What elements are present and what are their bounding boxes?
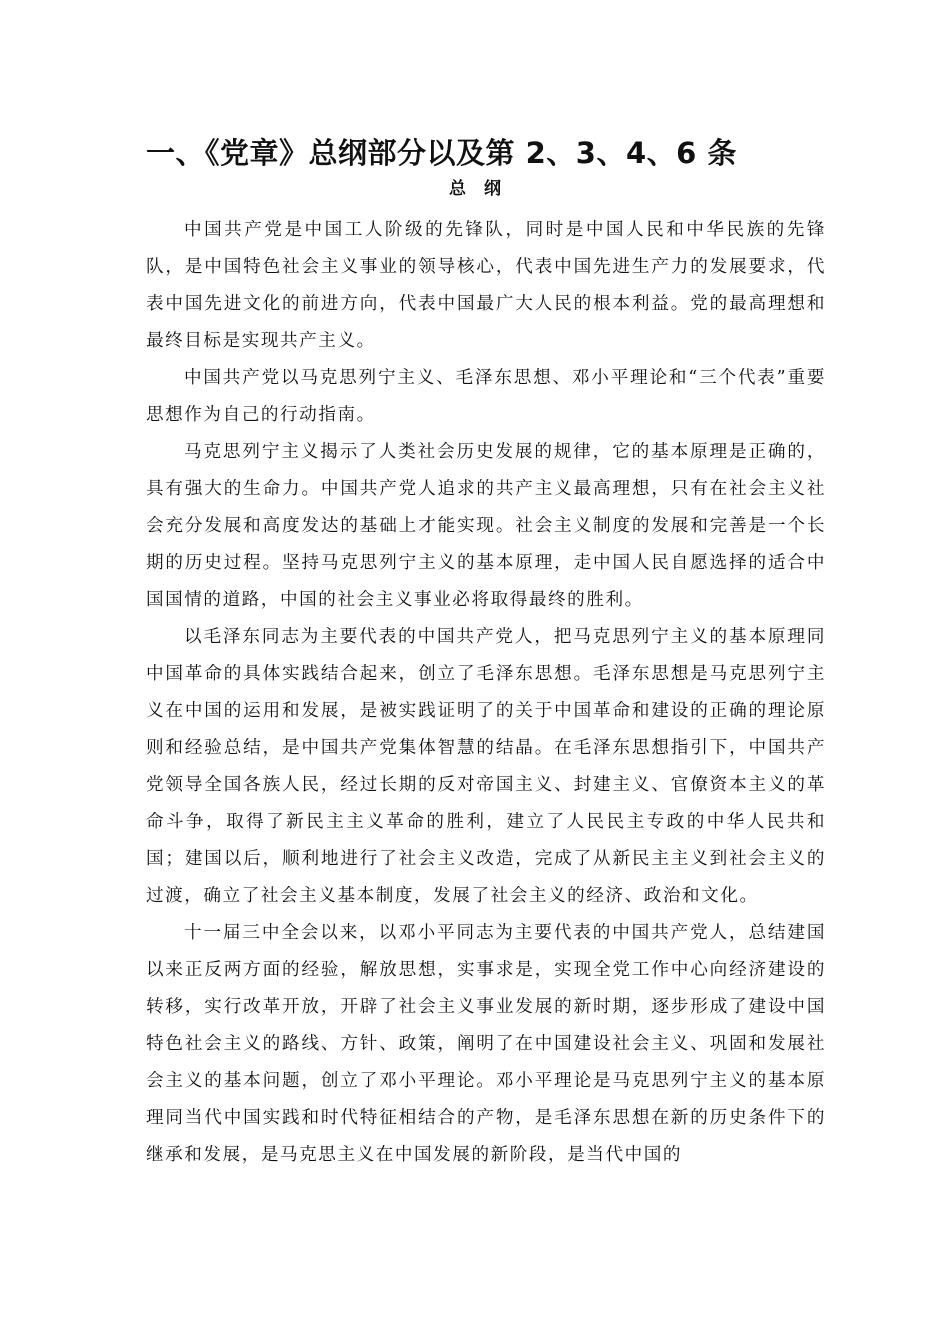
- document-heading: 一、《党章》总纲部分以及第 2、3、4、6 条: [146, 136, 737, 170]
- document-body: [146, 212, 826, 1174]
- paragraph-1: 中国共产党是中国工人阶级的先锋队，同时是中国人民和中华民族的先锋队，是中国特色社会主义事业的领导核心，代表中国先进生产力的发展要求，代表中国先进文化的前进方向，代表中国最广大人民的根本利益。党的最高理想和最终目标是实现共产主义。: [146, 220, 826, 351]
- paragraph-5: 十一届三中全会以来，以邓小平同志为主要代表的中国共产党人，总结建国以来正反两方面的经验，解放思想，实事求是，实现全党工作中心向经济建设的转移，实行改革开放，开辟了社会主义事业发展的新时期，逐步形成了建设中国特色社会主义的路线、方针、政策，阐明了在中国建设社会主义、巩固和发展社会主义的基本问题，创立了邓小平理论。邓小平理论是马克思列宁主义的基本原理同当代中国实践和时代特征相结合的产物，是毛泽东思想在新的历史条件下的继承和发展，是马克思主义在中国发展的新阶段，是当代中国的: [146, 923, 826, 1165]
- section-subheading: 总纲: [449, 179, 519, 199]
- paragraph-3: 马克思列宁主义揭示了人类社会历史发展的规律，它的基本原理是正确的，具有强大的生命力。中国共产党人追求的共产主义最高理想，只有在社会主义社会充分发展和高度发达的基础上才能实现。社会主义制度的发展和完善是一个长期的历史过程。坚持马克思列宁主义的基本原理，走中国人民自愿选择的适合中国国情的道路，中国的社会主义事业必将取得最终的胜利。: [146, 442, 826, 610]
- paragraph-2: 中国共产党以马克思列宁主义、毛泽东思想、邓小平理论和“三个代表”重要思想作为自己的行动指南。: [146, 368, 826, 425]
- paragraph-4: 以毛泽东同志为主要代表的中国共产党人，把马克思列宁主义的基本原理同中国革命的具体实践结合起来，创立了毛泽东思想。毛泽东思想是马克思列宁主义在中国的运用和发展，是被实践证明了的关于中国革命和建设的正确的理论原则和经验总结，是中国共产党集体智慧的结晶。在毛泽东思想指引下，中国共产党领导全国各族人民，经过长期的反对帝国主义、封建主义、官僚资本主义的革命斗争，取得了新民主主义革命的胜利，建立了人民民主专政的中华人民共和国；建国以后，顺利地进行了社会主义改造，完成了从新民主主义到社会主义的过渡，确立了社会主义基本制度，发展了社会主义的经济、政治和文化。: [146, 627, 826, 906]
